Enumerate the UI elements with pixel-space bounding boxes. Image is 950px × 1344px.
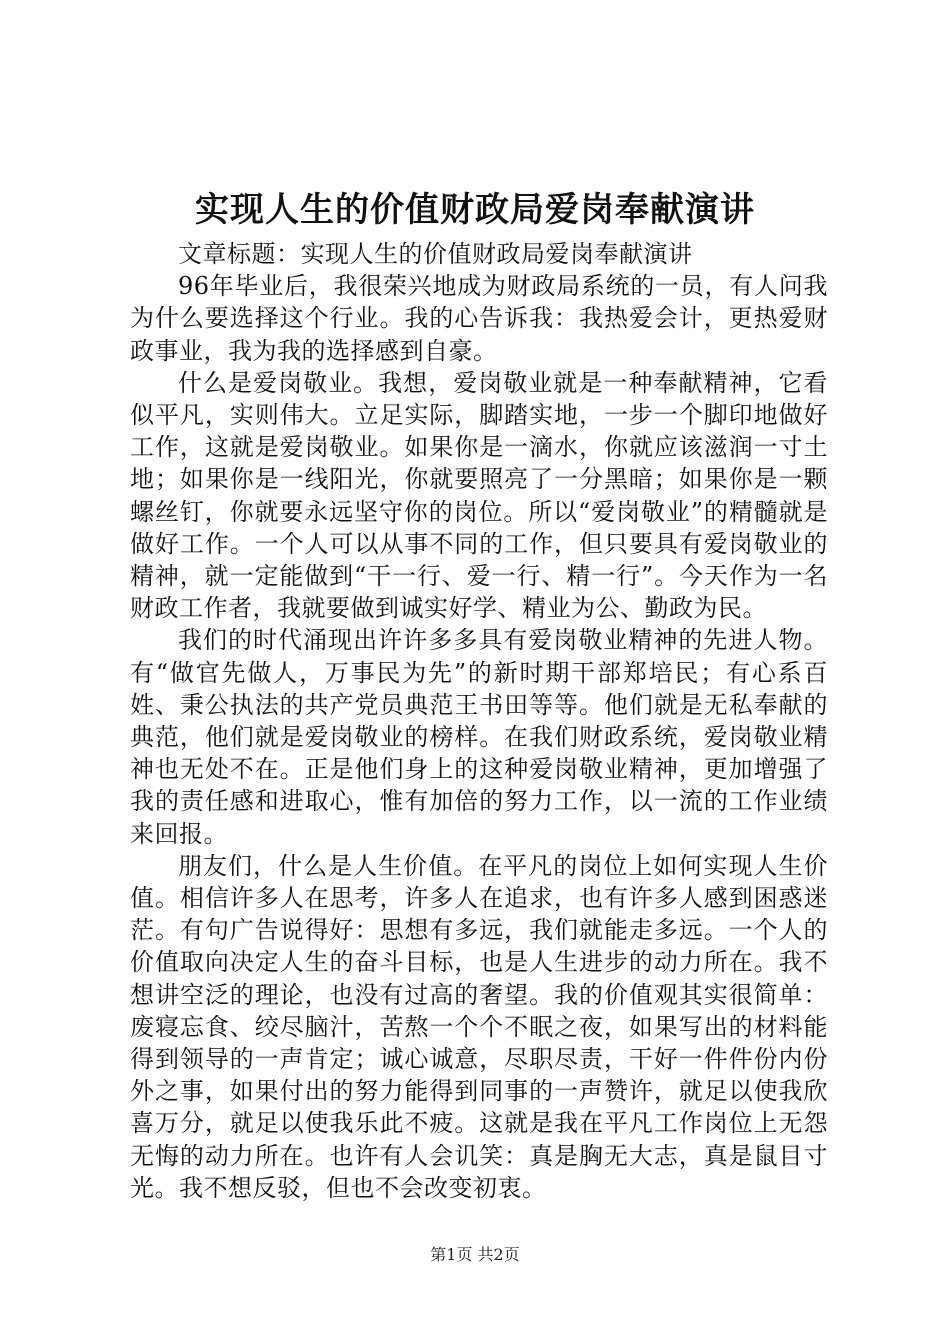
document-title: 实现人生的价值财政局爱岗奉献演讲 (195, 190, 755, 230)
paragraph-dedication: 什么是爱岗敬业。我想，爱岗敬业就是一种奉献精神，它看似平凡，实则伟大。立足实际，脚踏实地，一步一个脚印地做好工作，这就是爱岗敬业。如果你是一滴水，你就应该滋润一寸土地；如果你是一线阳光，你就要照亮了一分黑暗；如果你是一颗螺丝钉，你就要永远坚守你的岗位。所以“爱岗敬业”的精髓就是做好工作。一个人可以从事不同的工作，但只要具有爱岗敬业的精神，就一定能做到“干一行、爱一行、精一行”。今天作为一名财政工作者，我就要做到诚实好学、精业为公、勤政为民。 (130, 368, 828, 623)
paragraph-article-title: 文章标题：实现人生的价值财政局爱岗奉献演讲 (178, 240, 693, 268)
paragraph-role-models: 我们的时代涌现出许许多多具有爱岗敬业精神的先进人物。有“做官先做人，万事民为先”的新时期干部郑培民；有心系百姓、秉公执法的共产党员典范王书田等等。他们就是无私奉献的典范，他们就是爱岗敬业的榜样。在我们财政系统，爱岗敬业精神也无处不在。正是他们身上的这种爱岗敬业精神，更加增强了我的责任感和进取心，惟有加倍的努力工作，以一流的工作业绩来回报。 (130, 626, 828, 848)
paragraph-life-value: 朋友们，什么是人生价值。在平凡的岗位上如何实现人生价值。相信许多人在思考，许多人在追求，也有许多人感到困惑迷茫。有句广告说得好：思想有多远，我们就能走多远。一个人的价值取向决定人生的奋斗目标，也是人生进步的动力所在。我不想讲空泛的理论，也没有过高的奢望。我的价值观其实很简单：废寝忘食、绞尽脑汁，苦熬一个个不眠之夜，如果写出的材料能得到领导的一声肯定；诚心诚意，尽职尽责，干好一件件份内份外之事，如果付出的努力能得到同事的一声赞许，就足以使我欣喜万分，就足以使我乐此不疲。这就是我在平凡工作岗位上无怨无悔的动力所在。也许有人会讥笑：真是胸无大志，真是鼠目寸光。我不想反驳，但也不会改变初衷。 (130, 851, 828, 1202)
paragraph-intro: 96年毕业后，我很荣兴地成为财政局系统的一员，有人问我为什么要选择这个行业。我的心告诉我：我热爱会计，更热爱财政事业，我为我的选择感到自豪。 (130, 272, 828, 365)
document-body (130, 238, 828, 1204)
page-number-footer: 第1页 共2页 (430, 1245, 520, 1264)
